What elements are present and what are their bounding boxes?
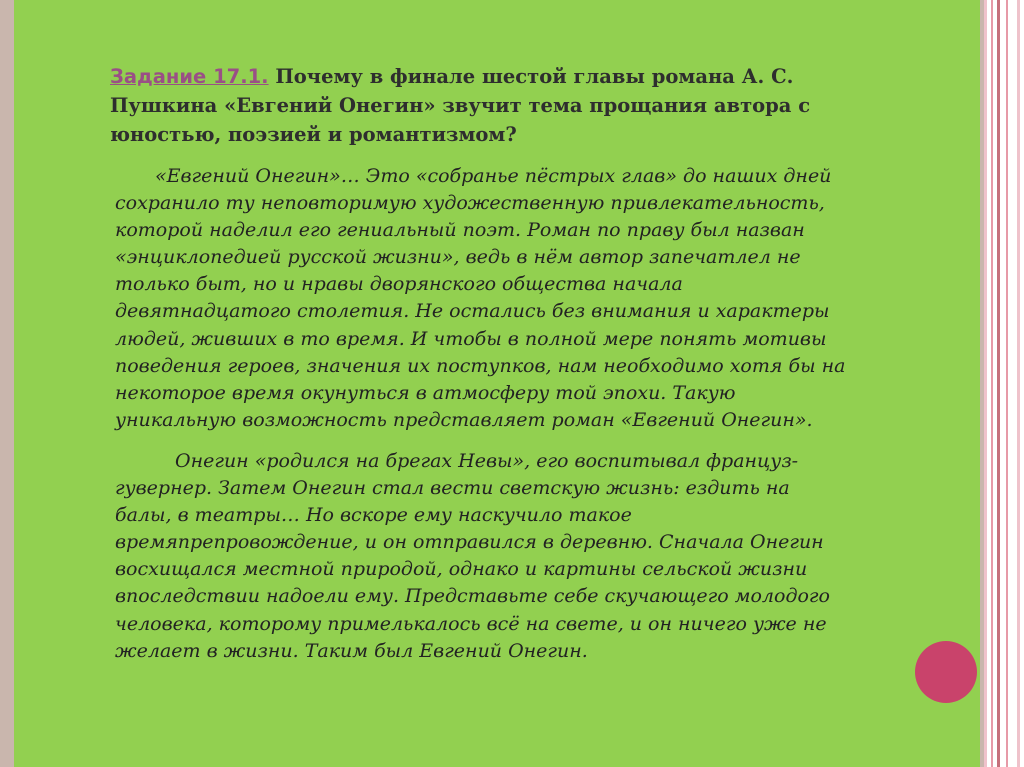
paragraph-1	[115, 163, 905, 434]
p1-line: людей, живших в то время. И чтобы в полной мере понять мотивы	[115, 327, 827, 350]
p1-line: сохранило ту неповторимую художественную привлекательность,	[115, 192, 825, 215]
p1-line: уникальную возможность представляет роман «Евгений Онегин».	[115, 408, 813, 431]
heading-line-1: Почему в финале шестой главы романа А. С.	[275, 65, 794, 88]
paragraph-2	[115, 448, 905, 665]
stripe-4	[1006, 0, 1008, 767]
p2-line: желает в жизни. Таким был Евгений Онегин.	[115, 639, 588, 662]
heading-line-3: юностью, поэзией и романтизмом?	[110, 123, 517, 146]
p2-line: восхищался местной природой, однако и картины сельской жизни	[115, 558, 808, 581]
p2-line: Онегин «родился на брегах Невы», его воспитывал француз-	[175, 450, 799, 472]
p1-line: «Евгений Онегин»… Это «собранье пёстрых глав» до наших дней	[155, 165, 832, 187]
p1-line: «энциклопедией русской жизни», ведь в нём автор запечатлел не	[115, 246, 801, 269]
p1-line: некоторое время окунуться в атмосферу той эпохи. Такую	[115, 381, 736, 404]
decorative-stripes	[984, 0, 1024, 767]
p1-line: которой наделил его гениальный поэт. Роман по праву был назван	[115, 219, 805, 242]
task-label: Задание 17.1.	[110, 65, 269, 88]
decorative-circle	[915, 641, 977, 703]
stripe-1	[984, 0, 987, 767]
p1-line: поведения героев, значения их поступков, нам необходимо хотя бы на	[115, 354, 846, 377]
heading-line-2: Пушкина «Евгений Онегин» звучит тема прощания автора с	[110, 94, 811, 117]
p2-line: человека, которому примелькалось всё на свете, и он ничего уже не	[115, 612, 827, 635]
p2-line: гувернер. Затем Онегин стал вести светскую жизнь: ездить на	[115, 477, 790, 500]
stripe-5	[1017, 0, 1020, 767]
task-heading	[110, 62, 890, 149]
p1-line: девятнадцатого столетия. Не остались без внимания и характеры	[115, 300, 830, 323]
stripe-3	[997, 0, 1000, 767]
p1-line: только быт, но и нравы дворянского общества начала	[115, 273, 683, 296]
p2-line: балы, в театры… Но вскоре ему наскучило такое	[115, 504, 632, 527]
p2-line: времяпрепровождение, и он отправился в деревню. Сначала Онегин	[115, 531, 824, 554]
p2-line: впоследствии надоели ему. Представьте себе скучающего молодого	[115, 585, 830, 608]
stripe-2	[991, 0, 993, 767]
